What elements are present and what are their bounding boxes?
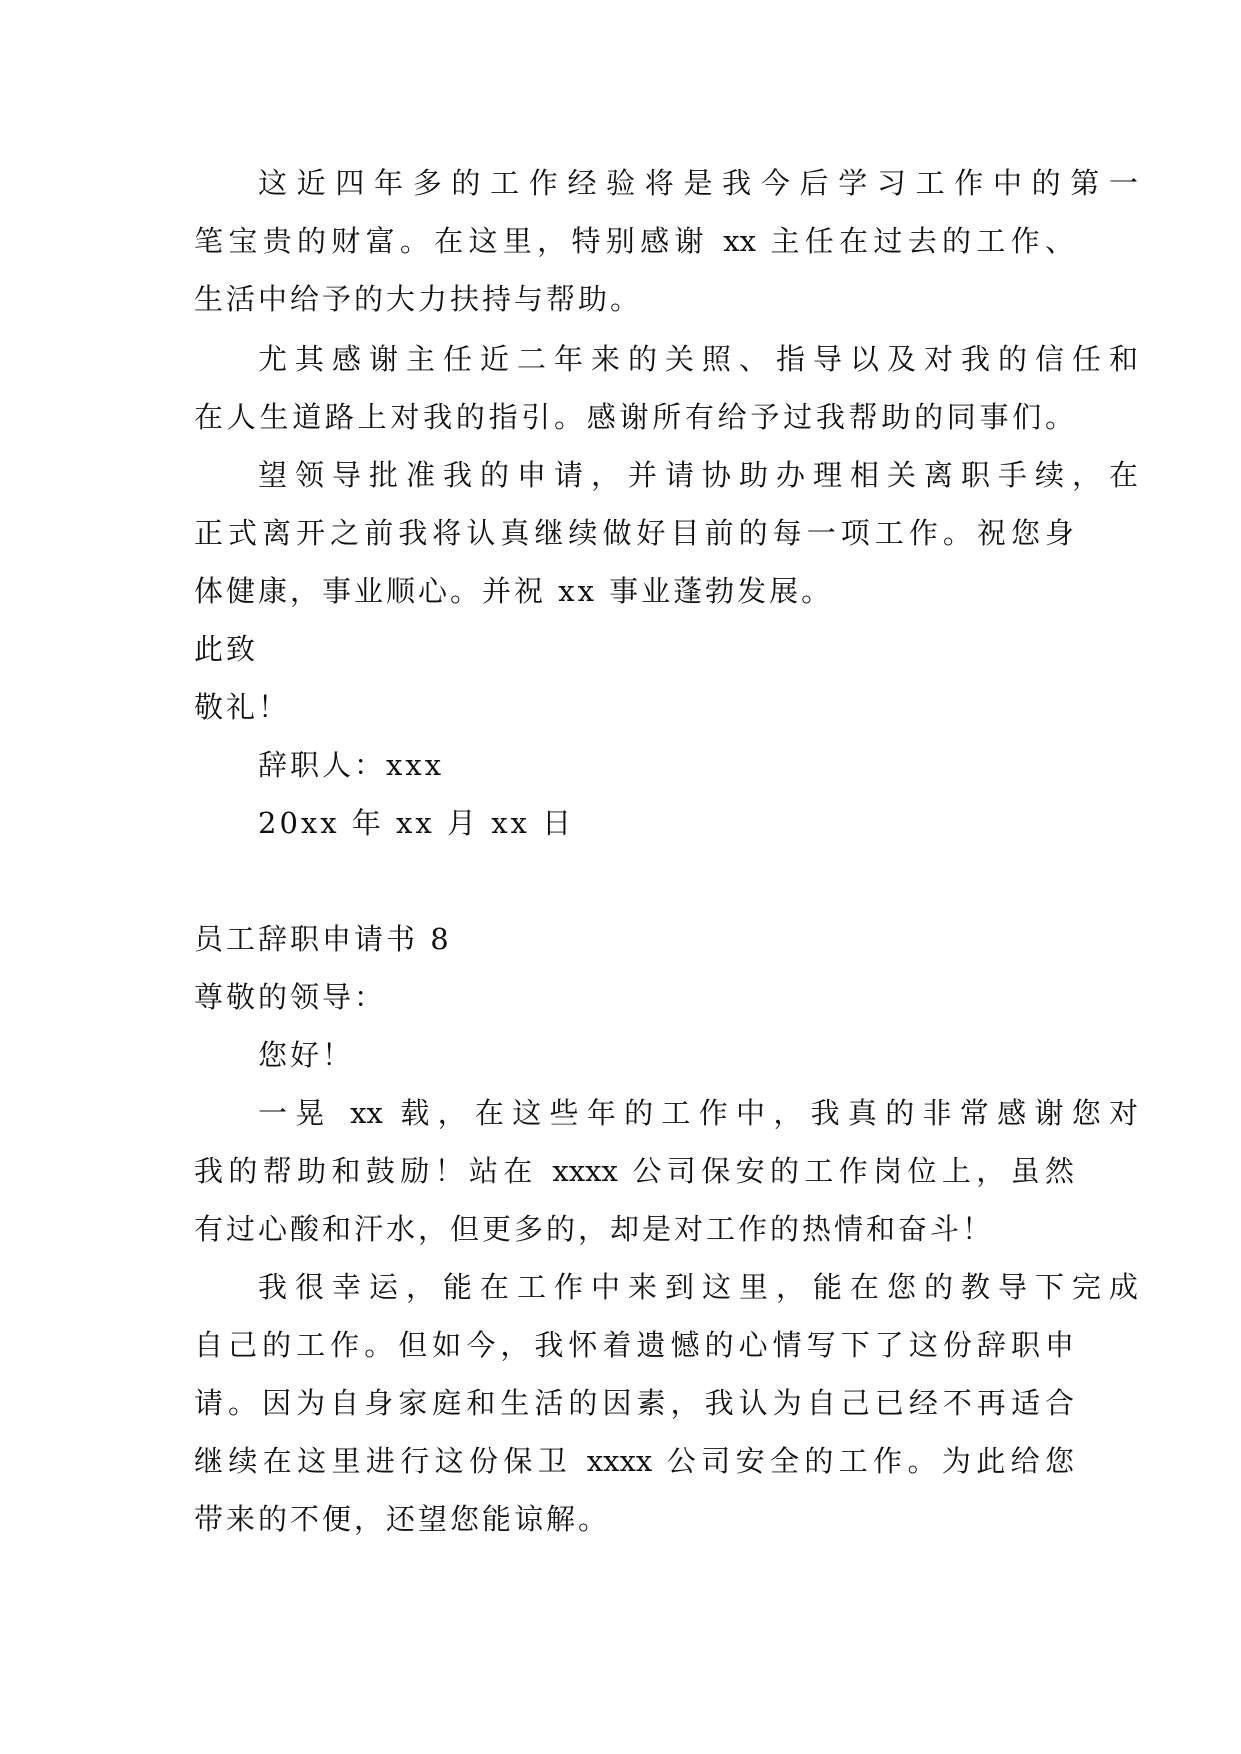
greeting: 您好！	[258, 1038, 355, 1072]
text-line: 请。因为自身家庭和生活的因素，我认为自己已经不再适合	[194, 1386, 1074, 1420]
text-line: 生活中给予的大力扶持与帮助。	[194, 282, 643, 316]
text-line: 带来的不便，还望您能谅解。	[194, 1502, 611, 1536]
text-line: 笔宝贵的财富。在这里，特别感谢 xx 主任在过去的工作、	[194, 224, 1074, 258]
text-line: 望领导批准我的申请，并请协助办理相关离职手续，在	[258, 458, 1138, 492]
text-line: 我的帮助和鼓励！站在 xxxx 公司保安的工作岗位上，虽然	[194, 1154, 1074, 1188]
text-line: 在人生道路上对我的指引。感谢所有给予过我帮助的同事们。	[194, 400, 1074, 434]
signature-date: 20xx 年 xx 月 xx 日	[258, 806, 575, 840]
closing-regards: 敬礼！	[194, 690, 291, 724]
text-line: 继续在这里进行这份保卫 xxxx 公司安全的工作。为此给您	[194, 1444, 1074, 1478]
text-line: 尤其感谢主任近二年来的关照、指导以及对我的信任和	[258, 342, 1138, 376]
text-line: 自己的工作。但如今，我怀着遗憾的心情写下了这份辞职申	[194, 1328, 1074, 1362]
text-line: 我很幸运，能在工作中来到这里，能在您的教导下完成	[258, 1270, 1138, 1304]
text-line: 一晃 xx 载，在这些年的工作中，我真的非常感谢您对	[258, 1096, 1138, 1130]
text-line: 体健康，事业顺心。并祝 xx 事业蓬勃发展。	[194, 574, 834, 608]
closing-salutation: 此致	[194, 632, 259, 666]
signature-name: 辞职人：xxx	[258, 748, 445, 782]
section-title: 员工辞职申请书 8	[194, 922, 452, 956]
text-line: 有过心酸和汗水，但更多的，却是对工作的热情和奋斗！	[194, 1212, 995, 1246]
text-line: 这近四年多的工作经验将是我今后学习工作中的第一	[258, 166, 1138, 200]
text-line: 正式离开之前我将认真继续做好目前的每一项工作。祝您身	[194, 516, 1074, 550]
salutation: 尊敬的领导：	[194, 980, 387, 1014]
